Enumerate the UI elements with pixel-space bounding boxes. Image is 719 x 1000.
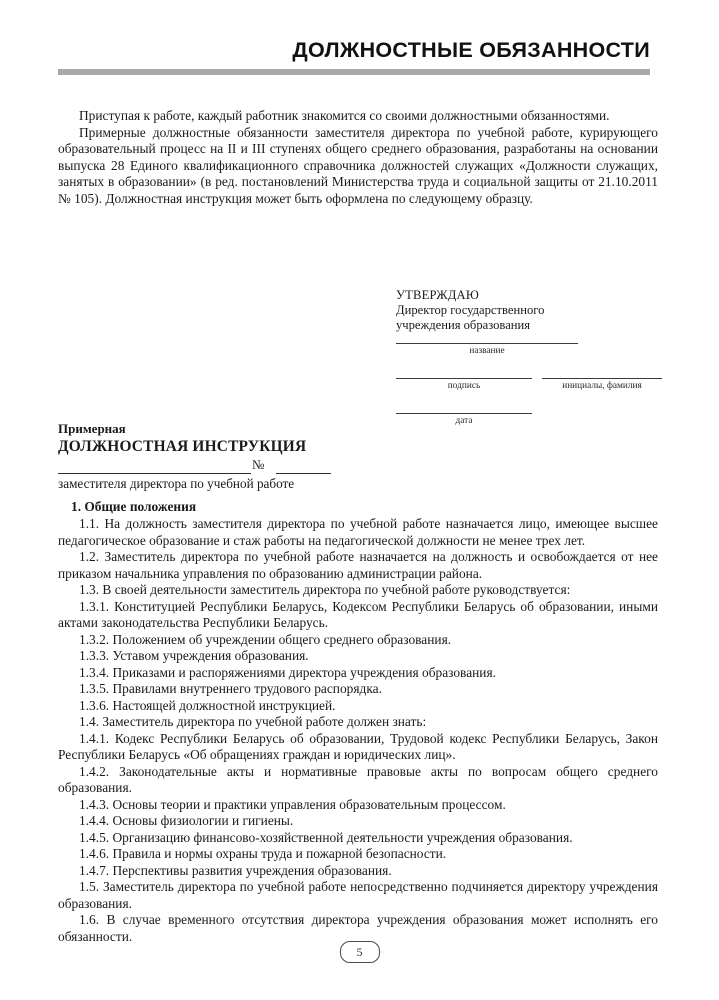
clause-paragraph: 1.5. Заместитель директора по учебной работе непосредственно подчиняется директору учреждения образования. — [58, 879, 658, 911]
instruction-role: заместителя директора по учебной работе — [58, 476, 295, 491]
page-number-badge — [340, 941, 380, 963]
clause-paragraph: 1.3.2. Положением об учреждении общего среднего образования. — [79, 631, 452, 647]
approval-block — [396, 288, 662, 439]
approval-name-field — [396, 343, 578, 357]
clause-paragraph: 1.3.1. Конституцией Республики Беларусь, Кодексом Республики Беларусь об образовании, иными актами законодательства Республики Беларусь. — [58, 598, 658, 630]
clause-paragraph: 1.4.2. Законодательные акты и нормативные правовые акты по вопросам общего среднего образования. — [58, 763, 658, 795]
instruction-number-label: № — [252, 457, 265, 472]
title-rule — [58, 69, 650, 75]
section-1 — [58, 498, 658, 945]
approval-heading: УТВЕРЖДАЮ — [396, 288, 479, 302]
clause-paragraph: 1.3. В своей деятельности заместитель директора по учебной работе руководствуется: — [79, 582, 571, 597]
clause-paragraph: 1.4. Заместитель директора по учебной работе должен знать: — [79, 714, 427, 729]
clause-paragraph: 1.6. В случае временного отсутствия директора учреждения образования может исполнять его обязанности. — [58, 912, 658, 944]
intro-block — [58, 108, 658, 207]
page-title: ДОЛЖНОСТНЫЕ ОБЯЗАННОСТИ — [292, 38, 650, 62]
approval-initials-field — [542, 378, 662, 392]
clause-paragraph: 1.2. Заместитель директора по учебной работе назначается на должность и освобождается от нее приказом начальника управления по образованию администрации района. — [58, 549, 658, 581]
clause-paragraph: 1.3.6. Настоящей должностной инструкцией. — [79, 697, 336, 713]
clause-paragraph: 1.3.5. Правилами внутреннего трудового распорядка. — [79, 681, 382, 696]
clause-paragraph: 1.3.3. Уставом учреждения образования. — [79, 648, 309, 663]
instruction-title: ДОЛЖНОСТНАЯ ИНСТРУКЦИЯ — [58, 438, 307, 455]
intro-paragraph-1: Приступая к работе, каждый работник знакомится со своими должностными обязанностями. — [79, 108, 610, 123]
approval-name-caption: название — [469, 345, 505, 356]
approval-date-field — [396, 413, 532, 427]
approval-signature-row — [396, 378, 662, 404]
clause-paragraph: 1.4.3. Основы теории и практики управления образовательным процессом. — [79, 796, 506, 812]
instruction-number-rule-left — [58, 458, 251, 474]
instruction-number-rule-right — [276, 458, 331, 474]
instruction-heading-block — [58, 421, 388, 492]
section-1-heading: 1. Общие положения — [71, 499, 197, 514]
approval-signature-caption: подпись — [447, 380, 481, 391]
clause-paragraph: 1.1. На должность заместителя директора по учебной работе назначается лицо, имеющее высшее педагогическое образование и стаж работы на педагогической должности не менее трех лет. — [58, 516, 658, 548]
approval-initials-caption: инициалы, фамилия — [562, 380, 642, 391]
intro-paragraph-2: Примерные должностные обязанности заместителя директора по учебной работе, курирующего образовательный процесс на II и III ступенях общего среднего образования, разработаны на основании выпуска 28 Единого квалификационного справочника должностей служащих «Должности служащих, занятых в образовании» (в ред. постановлений Министерства труда и социальной защиты от 21.10.2011 № 105). Должностная инструкция может быть оформлена по следующему образцу. — [58, 124, 658, 206]
approval-date-caption: дата — [455, 415, 473, 426]
instruction-subtitle: Примерная — [58, 421, 126, 436]
clause-paragraph: 1.3.4. Приказами и распоряжениями директора учреждения образования. — [79, 664, 496, 680]
approval-line-1: Директор государственного — [396, 303, 545, 318]
approval-signature-field — [396, 378, 532, 392]
approval-line-2: учреждения образования — [396, 318, 531, 333]
clause-paragraph: 1.4.5. Организацию финансово-хозяйственной деятельности учреждения образования. — [79, 829, 573, 845]
clause-paragraph: 1.4.4. Основы физиологии и гигиены. — [79, 813, 294, 828]
instruction-number-line — [58, 457, 388, 474]
approval-name-row — [396, 343, 662, 369]
approval-date-row — [396, 413, 662, 439]
page-number: 5 — [356, 945, 363, 959]
clause-paragraph: 1.4.7. Перспективы развития учреждения образования. — [79, 862, 392, 878]
clause-paragraph: 1.4.1. Кодекс Республики Беларусь об образовании, Трудовой кодекс Республики Беларусь, Закон Республики Беларусь «Об обращениях граждан и юридических лиц». — [58, 730, 658, 762]
section-1-items — [58, 516, 658, 945]
clause-paragraph: 1.4.6. Правила и нормы охраны труда и пожарной безопасности. — [79, 846, 447, 861]
